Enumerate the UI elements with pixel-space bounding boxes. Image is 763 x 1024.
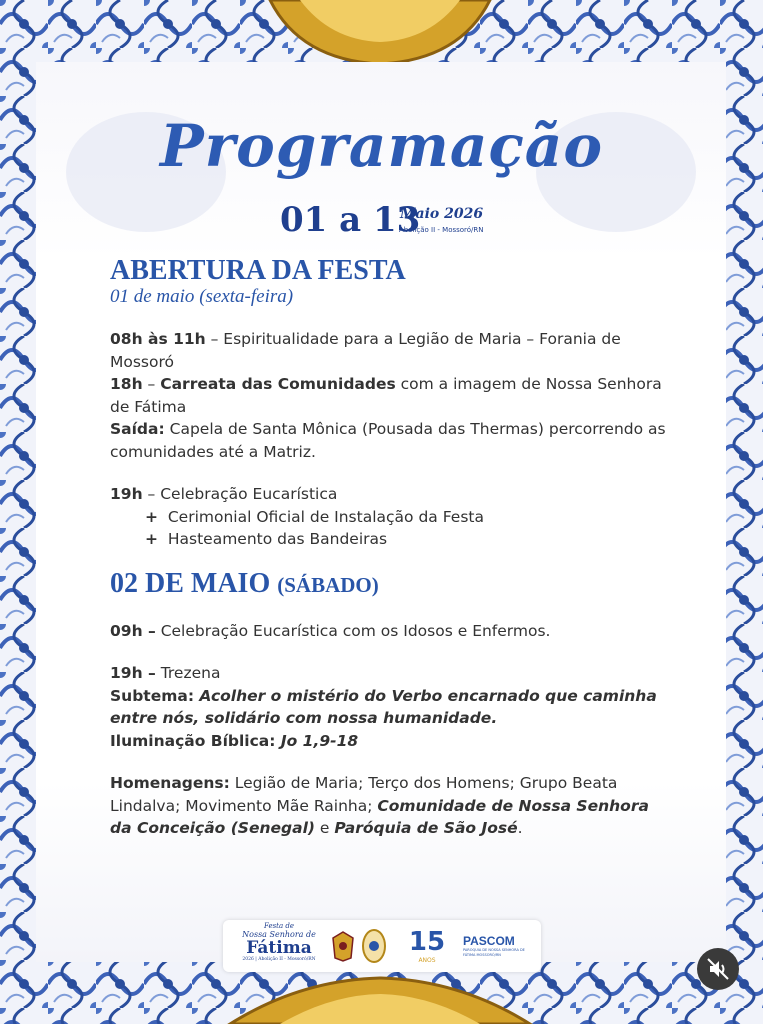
plus-icon: + (145, 530, 158, 548)
parish-emblem-icon (331, 930, 355, 962)
section1-day: 01 de maio (110, 286, 195, 307)
speaker-muted-icon (697, 948, 739, 990)
event-label: Saída: (110, 420, 165, 438)
homenagens (110, 772, 670, 840)
location-text: Abolição II - Mossoró/RN (399, 226, 484, 234)
event-time: 18h (110, 375, 143, 393)
subtema-text: Acolher o mistério do Verbo encarnado que caminha entre nós, solidário com nossa humanidade. (110, 686, 657, 727)
event-item (110, 328, 670, 373)
homenagens-highlight: Comunidade de Nossa Senhora da Conceição (Senegal) (110, 796, 649, 837)
event-item (110, 373, 670, 418)
plus-icon: + (145, 507, 158, 526)
list-item (110, 506, 670, 529)
pascom-title: PASCOM (463, 934, 515, 948)
anniversary-number: 15 (408, 927, 446, 957)
event-time: 19h – (110, 664, 156, 682)
subtema-label: Subtema: (110, 686, 195, 705)
festa-line3: Fátima (246, 938, 312, 958)
period: . (517, 819, 523, 837)
event-text: Celebração Eucarística com os Idosos e Enfermos. (155, 621, 551, 640)
event-time: 08h às 11h (110, 330, 206, 348)
bullet-text: Cerimonial Oficial de Instalação da Festa (167, 507, 484, 526)
mute-button[interactable] (697, 948, 739, 990)
event-text: – Celebração Eucarística (142, 485, 338, 503)
event-item (110, 662, 670, 685)
pascom-logo (463, 934, 535, 958)
festa-logo (233, 922, 325, 962)
month-year: Maio 2026 (400, 206, 484, 222)
subtema (110, 685, 670, 730)
iluminacao (110, 730, 670, 753)
event-text: Capela de Santa Mônica (Pousada das Thermas) percorrendo as comunidades até a Matriz. (110, 420, 666, 461)
event-time: 09h – (110, 621, 156, 640)
section2-weekday: (SÁBADO) (277, 572, 379, 597)
date-range: 01 a 13 (280, 200, 421, 240)
homenagens-text: Legião de Maria; Terço dos Homens; Grupo Beata Lindalva; Movimento Mãe Rainha; (110, 774, 618, 815)
separator: – (142, 375, 161, 393)
event-item (110, 483, 670, 506)
event-title: Carreata das Comunidades (160, 375, 396, 393)
conjunction: e (314, 819, 335, 837)
event-item (110, 620, 670, 643)
bullet-text: Hasteamento das Bandeiras (167, 530, 388, 548)
event-time: 19h (110, 485, 143, 503)
program-content (110, 256, 670, 840)
homenagens-label: Homenagens: (110, 774, 230, 792)
page-title: Programação (159, 112, 604, 180)
iluminacao-label: Iluminação Bíblica: (110, 731, 276, 750)
section2-title: 02 DE MAIO (110, 567, 271, 599)
iluminacao-text: Jo 1,9-18 (275, 731, 359, 750)
section1-heading: ABERTURA DA FESTA (110, 255, 406, 286)
list-item (110, 528, 670, 551)
event-text: com a imagem de Nossa Senhora de Fátima (110, 375, 662, 416)
footer-logos (223, 920, 541, 972)
anniversary-label: ANOS (418, 957, 436, 964)
section2-heading (110, 569, 670, 600)
section1-date (110, 286, 670, 308)
event-item (110, 418, 670, 463)
section1-weekday: (sexta-feira) (199, 286, 294, 307)
festa-line2: Nossa Senhora de (242, 930, 316, 939)
anniversary-logo (395, 926, 459, 966)
pascom-subtitle: PAROQUIA DE NOSSA SENHORA DE FÁTIMA MOSSORÓ/RN (463, 948, 525, 957)
festa-line4: 2026 | Abolição II - Mossoró/RN (242, 957, 316, 962)
event-text: – Espiritualidade para a Legião de Maria – Forania de Mossoró (110, 330, 621, 371)
event-text: Trezena (155, 664, 221, 682)
diocese-seal-icon (361, 928, 387, 964)
festa-line1: Festa de (263, 922, 295, 930)
homenagens-highlight: Paróquia de São José (334, 819, 518, 837)
